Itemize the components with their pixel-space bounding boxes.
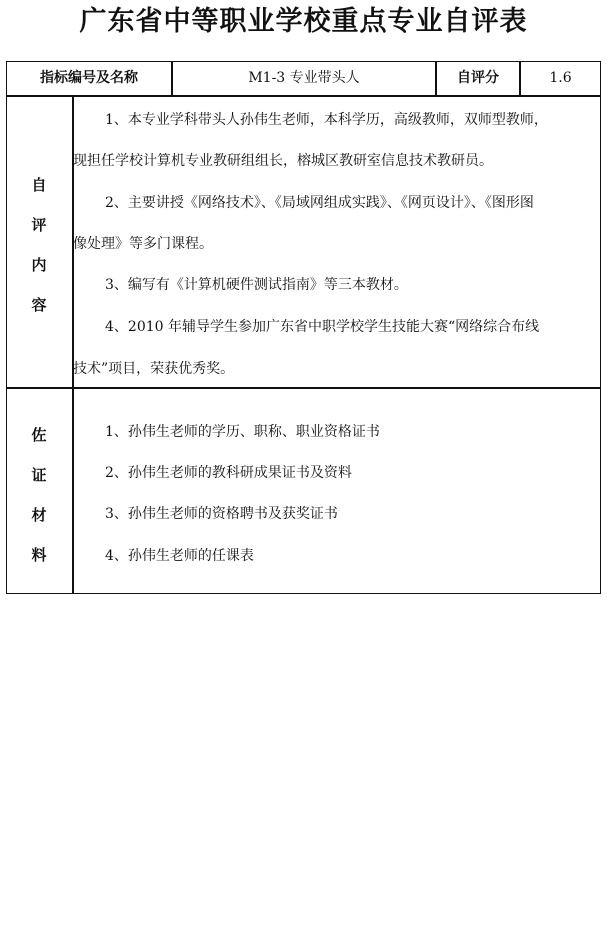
evidence-item: 3、孙伟生老师的资格聘书及获奖证书 (105, 506, 338, 522)
row-divider-content (7, 387, 600, 389)
self-eval-line: 像处理》等多门课程。 (73, 236, 213, 252)
self-eval-label-char: 内 (31, 256, 47, 274)
evidence-item: 1、孙伟生老师的学历、职称、职业资格证书 (105, 424, 380, 440)
evidence-item: 2、孙伟生老师的教科研成果证书及资料 (105, 465, 352, 481)
self-eval-label (7, 96, 71, 387)
score-label: 自评分 (457, 70, 499, 86)
self-eval-label-char: 自 (31, 176, 47, 194)
self-eval-label-char: 评 (31, 216, 47, 234)
page-title: 广东省中等职业学校重点专业自评表 (79, 6, 528, 37)
self-eval-label-char: 容 (31, 296, 47, 314)
evidence-item: 4、孙伟生老师的任课表 (105, 548, 254, 564)
evidence-label (7, 388, 71, 593)
self-eval-line: 现担任学校计算机专业教研组组长，榕城区教研室信息技术教研员。 (73, 153, 493, 169)
evidence-label-char: 料 (31, 546, 47, 564)
evidence-label-char: 材 (31, 506, 47, 524)
self-eval-line: 2、主要讲授《网络技术》、《局域网组成实践》、《网页设计》、《图形图 (105, 195, 534, 211)
self-eval-line: 4、2010 年辅导学生参加广东省中职学校学生技能大赛“网络综合布线 (105, 319, 540, 335)
evaluation-table (6, 61, 601, 594)
self-eval-line: 3、编写有《计算机硬件测试指南》等三本教材。 (105, 277, 408, 293)
col-divider-body (72, 96, 74, 593)
indicator-label: 指标编号及名称 (40, 70, 138, 86)
evidence-label-char: 佐 (31, 426, 47, 444)
self-eval-line: 技术”项目，荣获优秀奖。 (73, 361, 235, 377)
score-value: 1.6 (549, 70, 572, 86)
indicator-value: M1-3 专业带头人 (248, 70, 360, 86)
evidence-label-char: 证 (31, 466, 47, 484)
row-divider-header (7, 95, 600, 97)
self-eval-line: 1、本专业学科带头人孙伟生老师，本科学历，高级教师，双师型教师， (105, 112, 548, 128)
